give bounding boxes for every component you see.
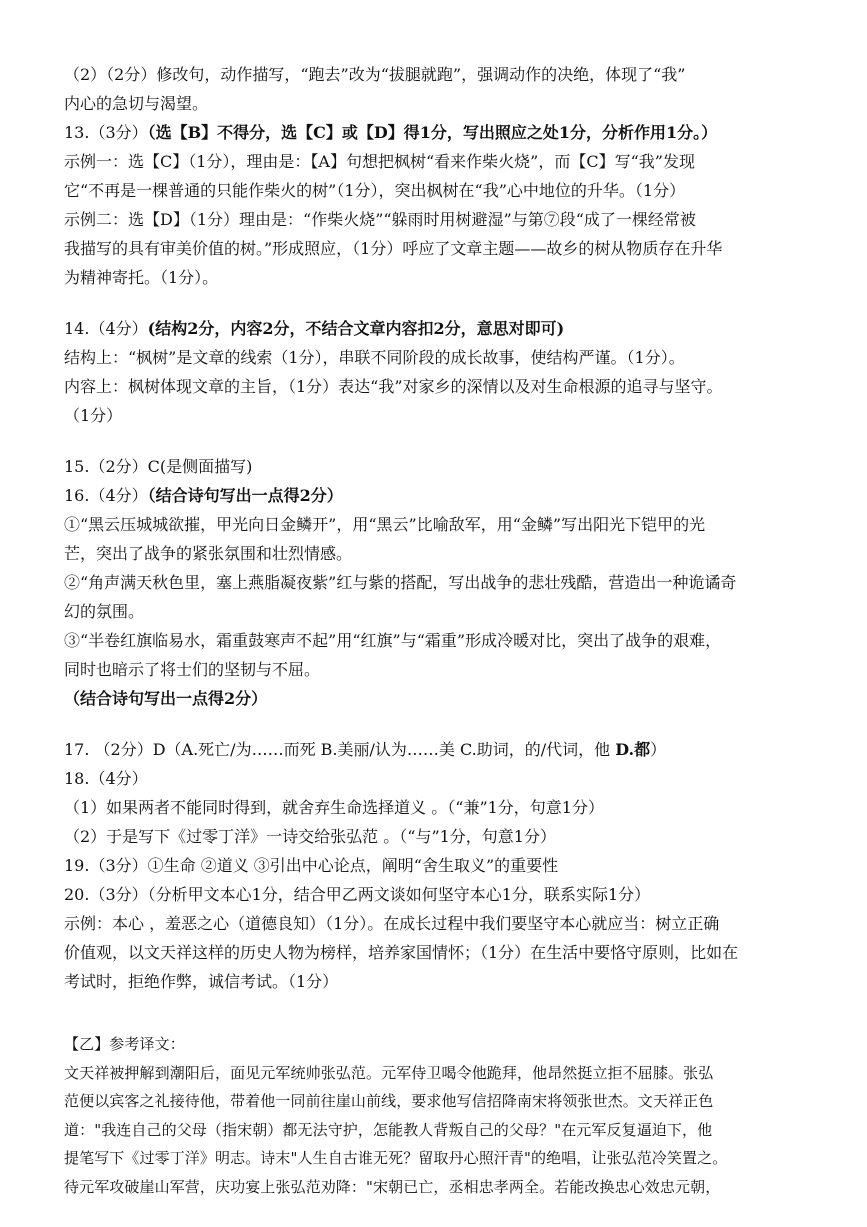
translation-title: 【乙】参考译文： — [64, 1035, 185, 1053]
translation-line: 文天祥被押解到潮阳后，面见元军统帅张弘范。元军侍卫喝令他跪拜，他昂然挺立拒不屈膝。张弘 — [64, 1063, 714, 1082]
q20-line1: 20.（3分）（分析甲文本心1分，结合甲乙两文谈如何坚守本心1分，联系实际1分） — [64, 885, 651, 904]
q20-line4: 考试时，拒绝作弊，诚信考试。（1分） — [64, 972, 339, 991]
q17-close: ） — [650, 740, 667, 759]
translation-line: 道："我连自己的父母（指宋朝）都无法守护，怎能教人背叛自己的父母？"在元军反复逼迫下，他 — [64, 1120, 713, 1139]
q14-number: 14.（4分） — [64, 319, 148, 338]
q14-scoring-note: (结构2分，内容2分，不结合文章内容扣2分，意思对即可) — [147, 319, 565, 338]
q17-option-d: D.都 — [615, 740, 651, 759]
q13-example2-line1: 示例二：选【D】（1分）理由是：“作柴火烧”“躲雨时用树避湿”与第⑦段“成了一棵经常被 — [64, 210, 696, 229]
q16-point2-line1: ②“角声满天秋色里，塞上燕脂凝夜紫”红与紫的搭配，写出战争的悲壮残酷，营造出一种诡谲奇 — [64, 573, 737, 592]
q14-content-line2: （1分） — [64, 406, 123, 425]
q15-answer: 15.（2分）C(是侧面描写) — [64, 457, 253, 476]
q17-answer — [64, 735, 824, 764]
q14-content-line1: 内容上：枫树体现文章的主旨，（1分）表达“我”对家乡的深情以及对生命根源的追寻与坚守。 — [64, 377, 723, 396]
q18-heading: 18.（4分） — [64, 769, 148, 788]
q13-heading — [64, 118, 824, 147]
q16-scoring-note: （结合诗句写出一点得2分） — [147, 486, 343, 505]
q12-2-line2: 内心的急切与渴望。 — [64, 94, 209, 113]
q13-example2-line3: 为精神寄托。（1分）。 — [64, 268, 219, 287]
q18-answer2: （2）于是写下《过零丁洋》一诗交给张弘范 。（“与”1分，句意1分） — [64, 827, 556, 846]
q13-example1-line1: 示例一：选【C】（1分），理由是：【A】句想把枫树“看来作柴火烧”，而【C】写“我”发现 — [64, 152, 695, 171]
q13-scoring-note: （选【B】不得分，选【C】或【D】得1分，写出照应之处1分，分析作用1分。） — [147, 123, 718, 142]
q20-line3: 价值观，以文天祥这样的历史人物为榜样，培养家国情怀；（1分）在生活中要恪守原则，比如在 — [64, 943, 739, 962]
q16-point2-line2: 幻的氛围。 — [64, 602, 145, 621]
q12-2-line1: （2）（2分）修改句，动作描写，“跑去”改为“拔腿就跑”，强调动作的决绝，体现了“我” — [64, 65, 686, 84]
q16-point1-line2: 芒，突出了战争的紧张氛围和壮烈情感。 — [64, 544, 353, 563]
translation-line: 待元军攻破崖山军营，庆功宴上张弘范劝降："宋朝已亡，丞相忠孝两全。若能改换忠心效忠元朝， — [64, 1177, 721, 1196]
q16-point3-line2: 同时也暗示了将士们的坚韧与不屈。 — [64, 660, 321, 679]
q16-point1-line1: ①“黑云压城城欲摧，甲光向日金鳞开”，用“黑云”比喻敌军，用“金鳞”写出阳光下铠甲的光 — [64, 515, 706, 534]
translation-line: 范便以宾客之礼接待他，带着他一同前往崖山前线，要求他写信招降南宋将领张世杰。文天祥正色 — [64, 1092, 714, 1110]
q16-heading — [64, 481, 824, 510]
q13-number: 13.（3分） — [64, 123, 148, 142]
q17-text: 17. （2分）D（A.死亡/为……而死 B.美丽/认为……美 C.助词，的/代词，他 — [64, 740, 616, 759]
translation-line: 提笔写下《过零丁洋》明志。诗末"人生自古谁无死？留取丹心照汗青"的绝唱，让张弘范冷笑置之。 — [64, 1149, 728, 1167]
q16-number: 16.（4分） — [64, 486, 148, 505]
q14-structure: 结构上：“枫树”是文章的线索（1分），串联不同阶段的成长故事，使结构严谨。（1分）。 — [64, 348, 685, 367]
q14-heading — [64, 314, 824, 343]
q13-example2-line2: 我描写的具有审美价值的树。”形成照应，（1分）呼应了文章主题——故乡的树从物质存在升华 — [64, 239, 723, 258]
answer-page — [64, 60, 824, 1201]
q19-answer: 19.（3分）①生命 ②道义 ③引出中心论点，阐明“舍生取义”的重要性 — [64, 856, 559, 875]
q20-line2: 示例：本心 ，羞恶之心（道德良知）（1分）。在成长过程中我们要坚守本心就应当：树立正确 — [64, 914, 720, 933]
q16-point3-line1: ③“半卷红旗临易水，霜重鼓寒声不起”用“红旗”与“霜重”形成冷暖对比，突出了战争的艰难， — [64, 631, 722, 650]
q18-answer1: （1）如果两者不能同时得到，就舍弃生命选择道义 。（“兼”1分，句意1分） — [64, 798, 604, 817]
q13-example1-line2: 它“不再是一棵普通的只能作柴火的树”（1分），突出枫树在“我”心中地位的升华。（1分） — [64, 181, 686, 200]
q16-footer-note: （结合诗句写出一点得2分） — [64, 689, 268, 708]
